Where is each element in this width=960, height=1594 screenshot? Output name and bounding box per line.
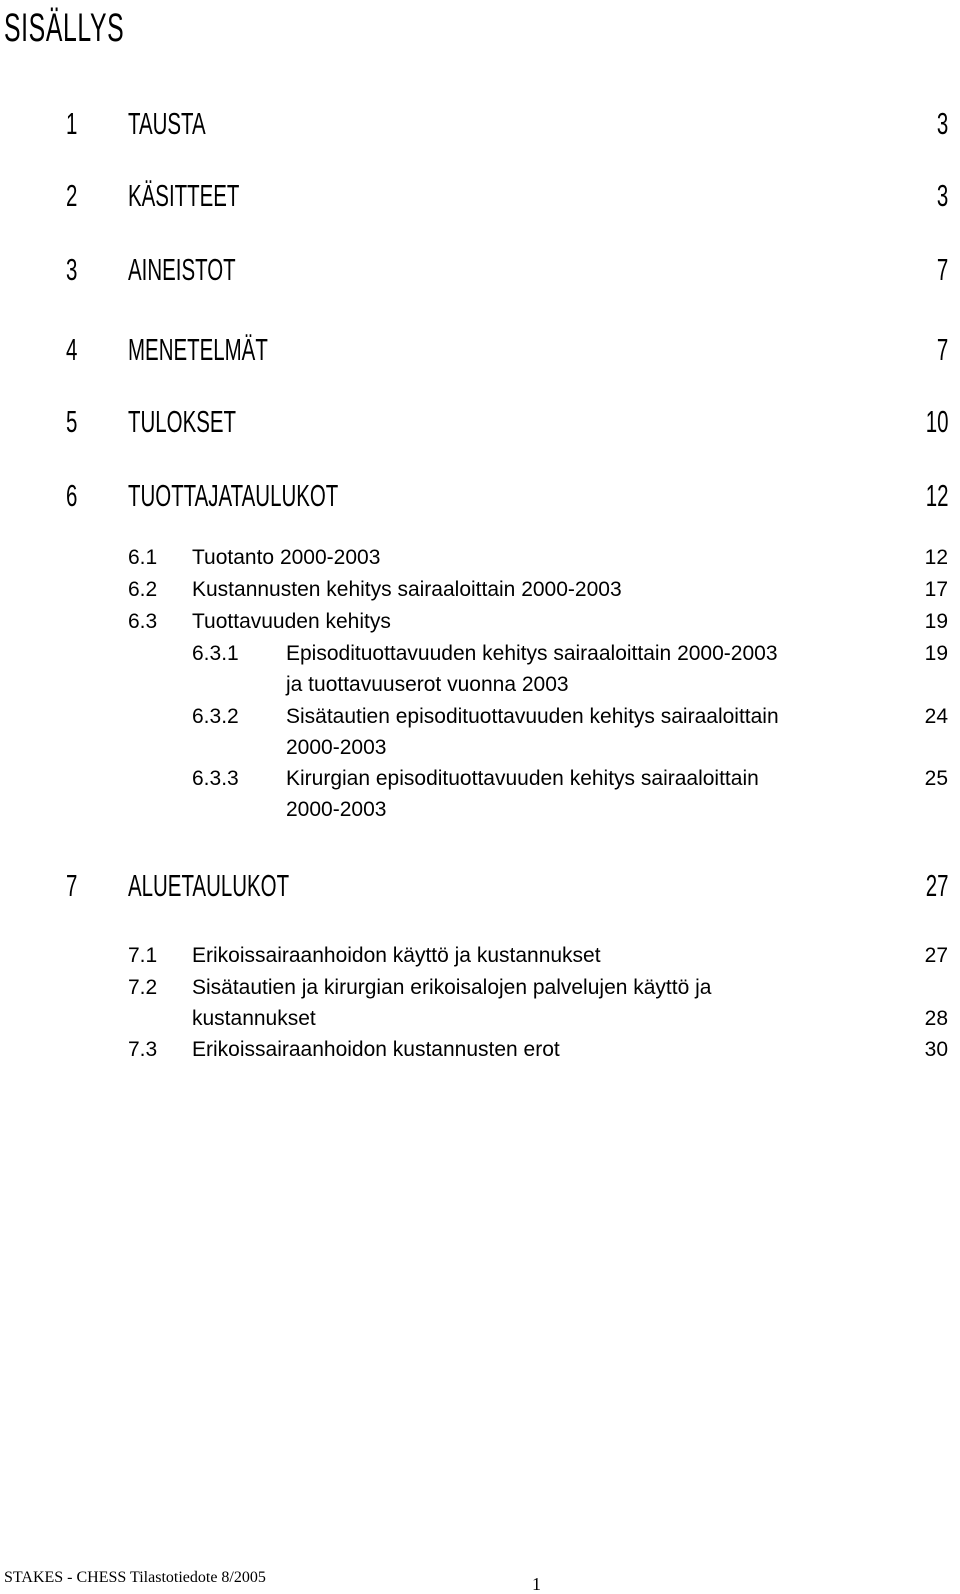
section-title — [192, 972, 711, 1034]
chapter-page: 7 — [936, 252, 948, 287]
section-title — [192, 574, 622, 605]
chapter-number: 4 — [66, 332, 78, 367]
page-footer: STAKES - CHESS Tilastotiedote 8/2005 — [4, 1569, 266, 1586]
section-number: 7.3 — [128, 1038, 158, 1061]
chapter-page: 3 — [936, 106, 948, 141]
section-page: 19 — [924, 642, 948, 665]
section-title — [286, 763, 759, 825]
section-page: 17 — [924, 578, 948, 601]
section-page: 25 — [924, 767, 948, 790]
chapter-title: KÄSITTEET — [128, 178, 240, 213]
section-title-line: Erikoissairaanhoidon käyttö ja kustannukset — [192, 944, 601, 967]
section-title — [286, 701, 779, 763]
chapter-page: 7 — [936, 332, 948, 367]
chapter-number: 3 — [66, 252, 78, 287]
chapter-number: 6 — [66, 478, 78, 513]
section-title-line: Kirurgian episodituottavuuden kehitys sairaaloittain — [286, 767, 759, 790]
section-title-line: Kustannusten kehitys sairaaloittain 2000-2003 — [192, 578, 622, 601]
section-page: 12 — [924, 546, 948, 569]
toc-chapter[interactable] — [0, 102, 960, 146]
chapter-title: TAUSTA — [128, 106, 206, 141]
section-number: 7.1 — [128, 944, 158, 967]
chapter-page: 3 — [936, 178, 948, 213]
section-title-line: 2000-2003 — [286, 736, 387, 759]
toc-chapter[interactable] — [0, 328, 960, 372]
section-title-line: Sisätautien episodituottavuuden kehitys sairaaloittain — [286, 705, 779, 728]
chapter-title: ALUETAULUKOT — [128, 868, 290, 903]
section-title-line: Erikoissairaanhoidon kustannusten erot — [192, 1038, 560, 1061]
section-number: 6.3.3 — [192, 767, 239, 790]
chapter-number: 7 — [66, 868, 78, 903]
section-title-line: Sisätautien ja kirurgian erikoisalojen palvelujen käyttö ja — [192, 976, 712, 999]
chapter-page: 12 — [925, 478, 948, 513]
section-page: 19 — [924, 610, 948, 633]
toc-chapter[interactable] — [0, 248, 960, 292]
chapter-title: TUOTTAJATAULUKOT — [128, 478, 339, 513]
section-number: 6.3.2 — [192, 705, 239, 728]
toc-chapter[interactable] — [0, 864, 960, 908]
section-number: 6.1 — [128, 546, 158, 569]
chapter-title: TULOKSET — [128, 404, 237, 439]
section-title-line: 2000-2003 — [286, 798, 387, 821]
toc-chapter[interactable] — [0, 400, 960, 444]
section-title — [192, 606, 391, 637]
section-title — [286, 638, 778, 700]
section-page: 30 — [924, 1038, 948, 1061]
section-title-line: kustannukset — [192, 1007, 316, 1030]
chapter-number: 1 — [66, 106, 78, 141]
chapter-page: 10 — [925, 404, 948, 439]
section-number: 6.3.1 — [192, 642, 239, 665]
page-title: SISÄLLYS — [4, 6, 125, 50]
section-page: 27 — [924, 944, 948, 967]
section-title-line: Tuottavuuden kehitys — [192, 610, 391, 633]
section-title — [192, 940, 601, 971]
section-number: 6.2 — [128, 578, 158, 601]
chapter-page: 27 — [925, 868, 948, 903]
toc-chapter[interactable] — [0, 474, 960, 518]
section-title-line: Tuotanto 2000-2003 — [192, 546, 381, 569]
chapter-number: 2 — [66, 178, 78, 213]
page-number: 1 — [532, 1574, 541, 1594]
section-title — [192, 542, 380, 573]
chapter-number: 5 — [66, 404, 78, 439]
section-number: 7.2 — [128, 976, 158, 999]
section-number: 6.3 — [128, 610, 158, 633]
chapter-title: MENETELMÄT — [128, 332, 268, 367]
section-title — [192, 1034, 560, 1065]
chapter-title: AINEISTOT — [128, 252, 236, 287]
section-page: 24 — [924, 705, 948, 728]
section-title-line: ja tuottavuuserot vuonna 2003 — [286, 673, 569, 696]
section-title-line: Episodituottavuuden kehitys sairaaloittain 2000-2003 — [286, 642, 778, 665]
toc-chapter[interactable] — [0, 174, 960, 218]
section-page: 28 — [924, 1007, 948, 1030]
